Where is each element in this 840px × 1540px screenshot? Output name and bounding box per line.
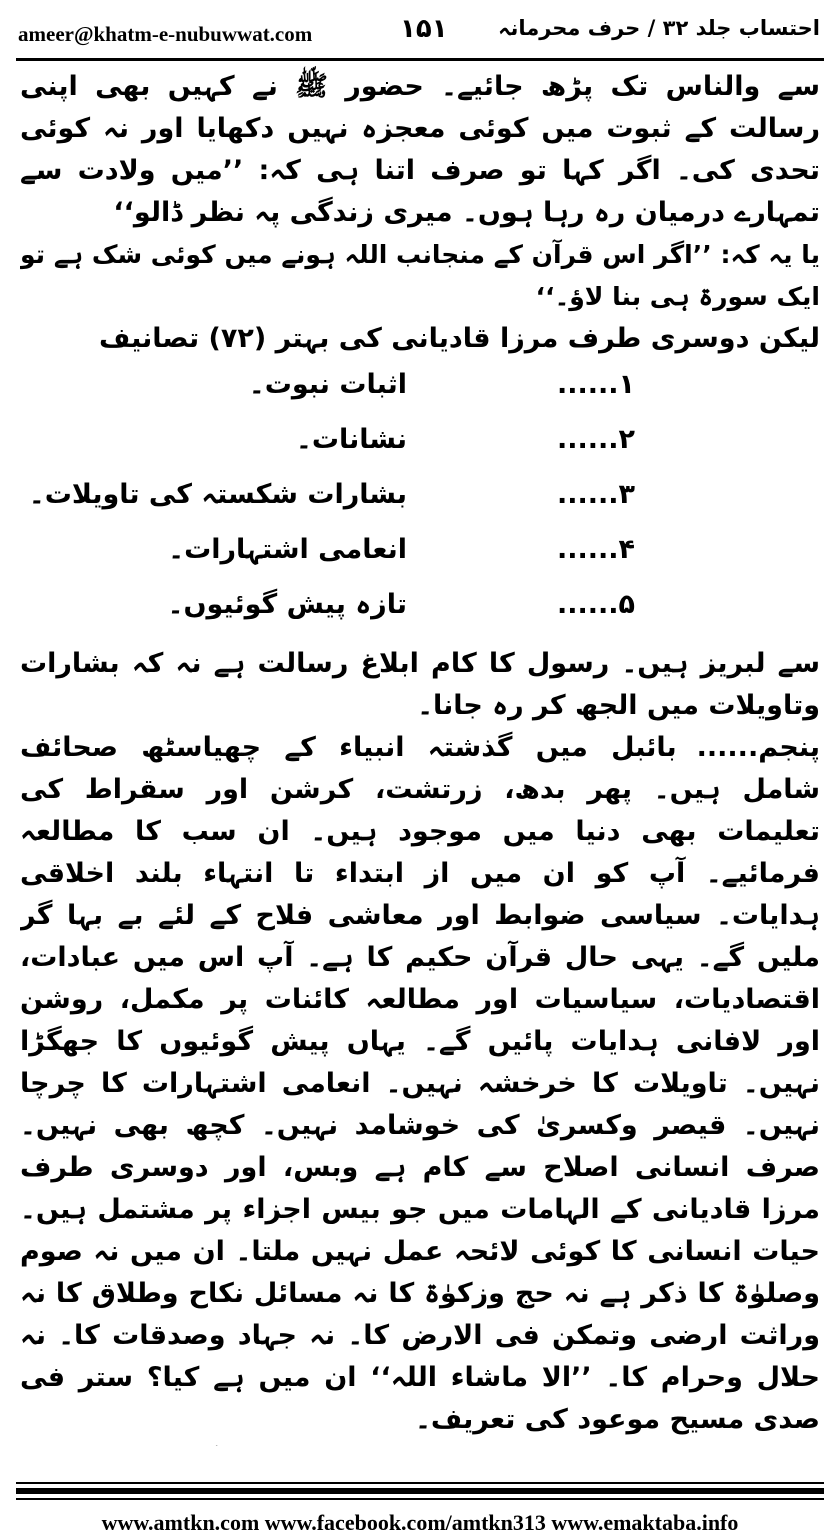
paragraph-1: سے والناس تک پڑھ جائیے۔ حضور ﷺ نے کہیں بھی اپنی رسالت کے ثبوت میں کوئی معجزہ نہیں دکھایا اور نہ کوئی تحدی کی۔ اگر کہا تو صرف اتنا ہی کہ: ’’میں ولادت سے تمہارے درمیان رہ رہا ہوں۔ میری زندگی پہ نظر ڈالو‘‘ bbox=[20, 71, 820, 228]
list-item bbox=[20, 584, 820, 639]
list-item-text: اثبات نبوت۔ bbox=[248, 369, 407, 400]
list-item-text: نشانات۔ bbox=[296, 424, 407, 455]
paragraph-5 bbox=[20, 1441, 820, 1446]
paragraph-4 bbox=[20, 727, 820, 1441]
list-item bbox=[20, 474, 820, 529]
paragraph-3: سے لبریز ہیں۔ رسول کا کام ابلاغ رسالت ہے نہ کہ بشارات وتاویلات میں الجھ کر رہ جانا۔ bbox=[20, 648, 820, 721]
footer-rule bbox=[16, 1482, 824, 1484]
list-item-text: بشارات شکستہ کی تاویلات۔ bbox=[28, 479, 407, 510]
footer-rule bbox=[16, 1488, 824, 1494]
works-list bbox=[20, 364, 820, 639]
header-email: ameer@khatm-e-nubuwwat.com bbox=[18, 22, 313, 46]
header-rule bbox=[16, 58, 824, 61]
footer-links: www.amtkn.com www.facebook.com/amtkn313 www.emaktaba.info bbox=[101, 1510, 739, 1535]
list-item-number: ۵...... bbox=[556, 589, 635, 620]
list-item-text: تازہ پیش گوئیوں۔ bbox=[167, 589, 407, 620]
book-title: احتساب جلد ۳۲ / حرف محرمانہ bbox=[498, 16, 820, 40]
page-body bbox=[20, 66, 820, 1446]
footer-rule bbox=[16, 1498, 824, 1500]
paragraph-2: یا یہ کہ: ’’اگر اس قرآن کے منجانب اللہ ہونے میں کوئی شک ہے تو ایک سورۃ ہی بنا لاؤ۔‘‘ bbox=[20, 240, 820, 311]
list-item bbox=[20, 529, 820, 584]
list-title: لیکن دوسری طرف مرزا قادیانی کی بہتر (۷۲) تصانیف bbox=[98, 323, 820, 354]
list-item-text: انعامی اشتہارات۔ bbox=[168, 534, 407, 565]
list-item-number: ۱...... bbox=[556, 369, 635, 400]
list-item-number: ۴...... bbox=[556, 534, 635, 565]
paragraph-4-text: بائبل میں گذشتہ انبیاء کے چھیاسٹھ صحائف شامل ہیں۔ پھر بدھ، زرتشت، کرشن اور سقراط کی تعلیمات بھی دنیا میں موجود ہیں۔ ان سب کا مطالعہ فرمائیے۔ آپ کو ان میں از ابتداء تا انتہاء بلند اخلاقی ہدایات۔ سیاسی ضوابط اور معاشی فلاح کے لئے بے بہا گر ملیں گے۔ یہی حال قرآن حکیم کا ہے۔ آپ اس میں عبادات، اقتصادیات، سیاسیات اور مطالعہ کائنات پر مکمل، روشن اور لافانی ہدایات پائیں گے۔ یہاں پیش گوئیوں کا جھگڑا نہیں۔ تاویلات کا خرخشہ نہیں۔ انعامی اشتہارات کا چرچا نہیں۔ قیصر وکسریٰ کی خوشامد نہیں۔ کچھ بھی نہیں۔ صرف انسانی اصلاح سے کام ہے وبس، اور دوسری طرف مرزا قادیانی کے الہامات میں جو بیس اجزاء پر مشتمل ہیں۔ حیات انسانی کا کوئی لائحہ عمل نہیں ملتا۔ ان میں نہ صوم وصلوٰۃ کا ذکر ہے نہ حج وزکوٰۃ کا نہ مسائل نکاح وطلاق کا نہ وراثت ارضی وتمکن فی الارض کا۔ نہ جہاد وصدقات کا۔ نہ حلال وحرام کا۔ ’’الا ماشاء اللہ‘‘ ان میں ہے کیا؟ ستر فی صدی مسیح موعود کی تعریف۔ bbox=[20, 732, 820, 1435]
page-footer bbox=[0, 1478, 840, 1540]
list-item bbox=[20, 419, 820, 474]
page-header bbox=[0, 0, 840, 60]
page-number: ۱۵۱ bbox=[400, 14, 448, 44]
list-item bbox=[20, 364, 820, 419]
list-item-number: ۲...... bbox=[556, 424, 635, 455]
fifth-label: پنجم...... bbox=[696, 732, 820, 763]
list-item-number: ۳...... bbox=[556, 479, 635, 510]
